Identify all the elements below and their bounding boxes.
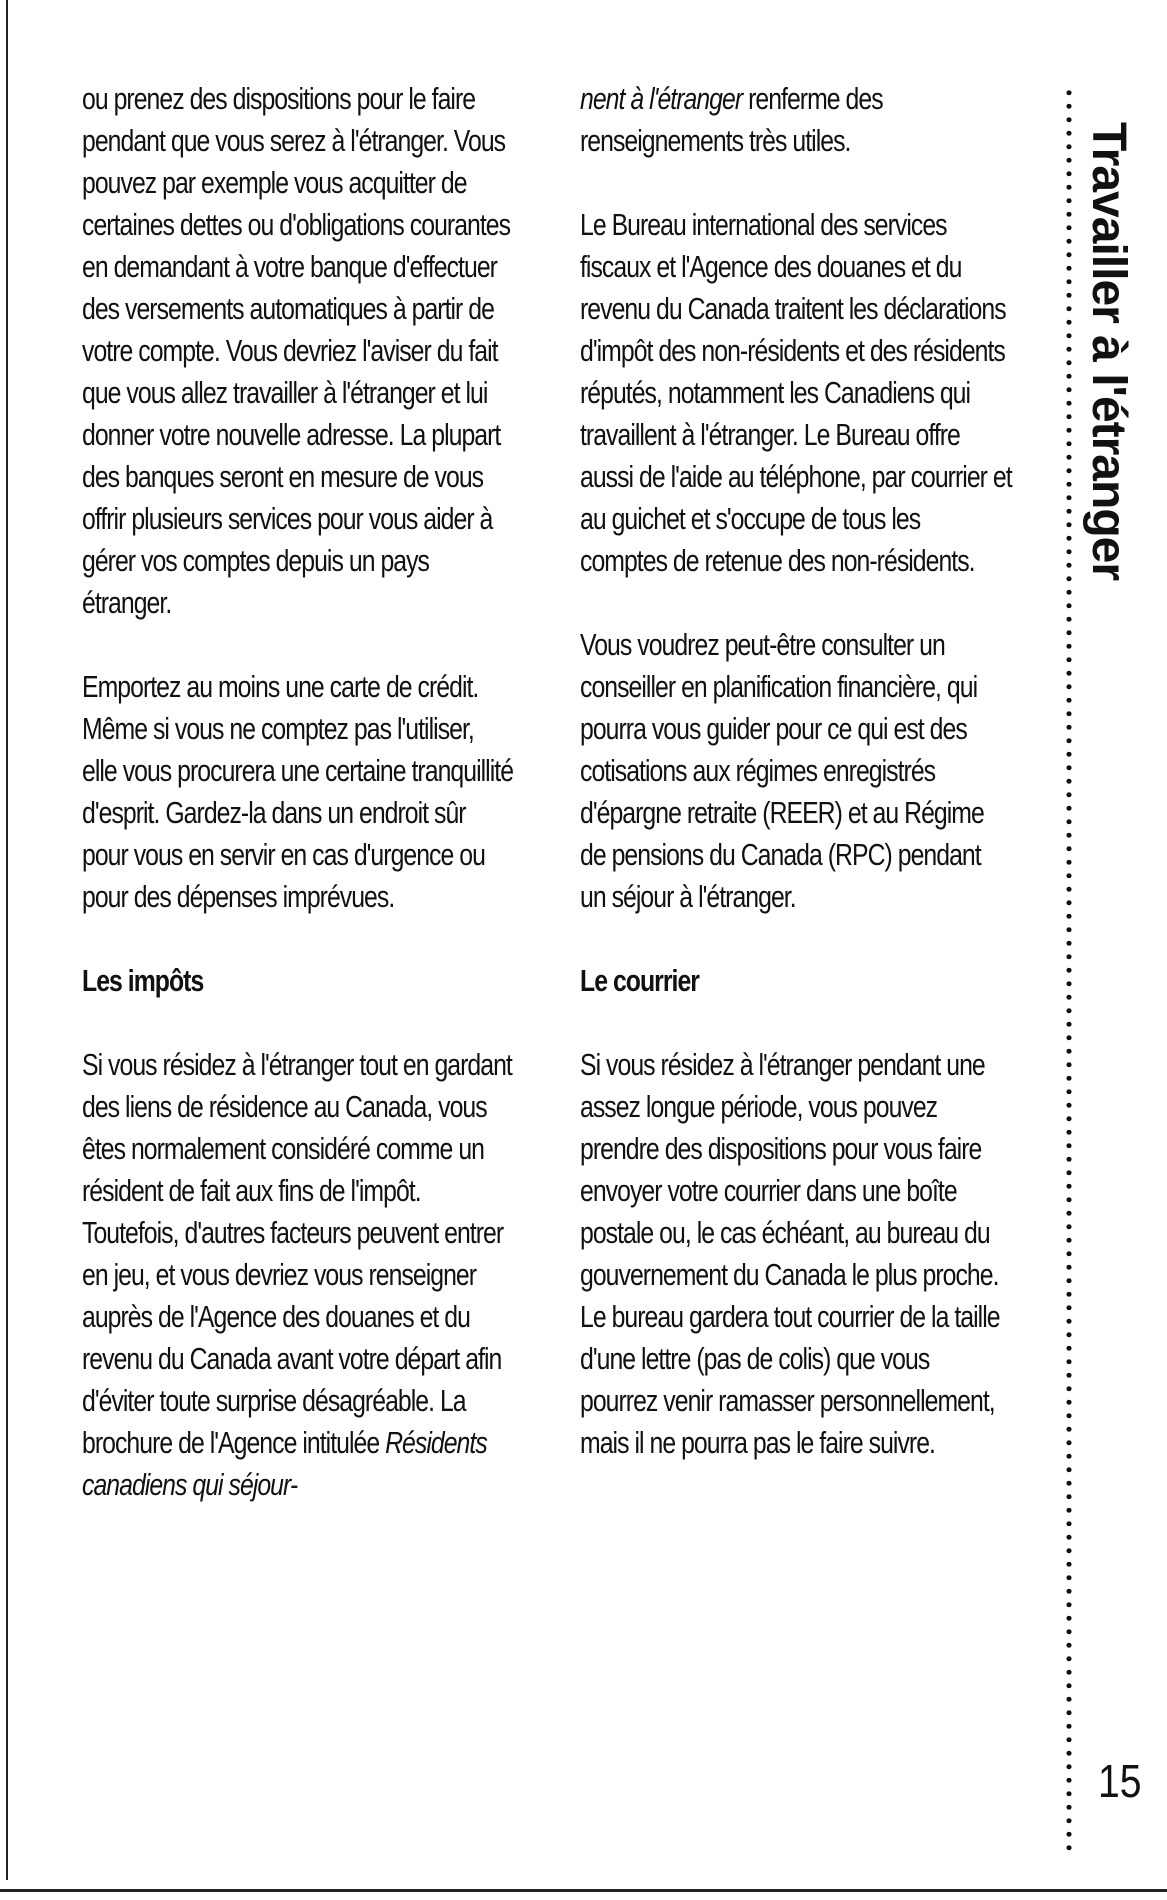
- right-column: [580, 78, 1012, 1464]
- paragraph-spacer: [580, 162, 1012, 204]
- heading-le-courrier: Le courrier: [580, 963, 699, 998]
- paragraph-taxes-text: Si vous résidez à l'étranger tout en gardant des liens de résidence au Canada, vous êtes normalement considéré comme un résident de fait aux fins de l'impôt. Toutefois, d'autres facteurs peuvent entrer en jeu, et vous devriez vous renseigner auprès de l'Agence des douanes et du revenu du Canada avant votre départ afin d'éviter toute surprise désagréable. La brochure de l'Agence intitulée: [82, 1047, 512, 1460]
- heading-les-impots: Les impôts: [82, 963, 204, 998]
- paragraph-brochure-continued: [580, 78, 1012, 162]
- page-left-border: [6, 0, 8, 1880]
- dotted-divider: [1064, 86, 1074, 1856]
- paragraph-spacer: [580, 1002, 1012, 1044]
- paragraph-credit-card: Emportez au moins une carte de crédit. Même si vous ne comptez pas l'utiliser, elle vous procurera une certaine tranquillité d'esprit. Gardez-la dans un endroit sûr pour vous en servir en cas d'urgence ou pour des dépenses imprévues.: [82, 669, 514, 914]
- paragraph-spacer: [580, 918, 1012, 960]
- paragraph-tax-office: Le Bureau international des services fiscaux et l'Agence des douanes et du revenu du Canada traitent les déclarations d'impôt des non-résidents et des résidents réputés, notamment les Canadiens qui travaillent à l'étranger. Le Bureau offre aussi de l'aide au téléphone, par courrier et au guichet et s'occupe de tous les comptes de retenue des non-résidents.: [580, 207, 1012, 578]
- paragraph-spacer: [580, 582, 1012, 624]
- paragraph-spacer: [82, 624, 514, 666]
- paragraph-taxes: [82, 1044, 514, 1506]
- left-column: [82, 78, 514, 1506]
- paragraph-spacer: [82, 1002, 514, 1044]
- paragraph-financial-advisor: Vous voudrez peut-être consulter un conseiller en planification financière, qui pourra vous guider pour ce qui est des cotisations aux régimes enregistrés d'épargne retraite (REER) et au Régime de pensions du Canada (RPC) pendant un séjour à l'étranger.: [580, 627, 984, 914]
- brochure-title-part2: nent à l'étranger: [580, 81, 743, 116]
- paragraph-brochure-rest: renferme des renseignements très utiles.: [580, 81, 883, 158]
- section-title-vertical: Travailler à l'étranger: [1082, 122, 1135, 581]
- paragraph-mail: Si vous résidez à l'étranger pendant une assez longue période, vous pouvez prendre des dispositions pour vous faire envoyer votre courrier dans une boîte postale ou, le cas échéant, au bureau du gouvernement du Canada le plus proche. Le bureau gardera tout courrier de la taille d'une lettre (pas de colis) que vous pourrez venir ramasser personnellement, mais il ne pourra pas le faire suivre.: [580, 1047, 1000, 1460]
- page-number: 15: [1098, 1755, 1142, 1807]
- paragraph-spacer: [82, 918, 514, 960]
- page-bottom-border: [0, 1889, 1167, 1892]
- brochure-title-part1: Résidents canadiens qui séjour-: [82, 1425, 487, 1502]
- paragraph-banking: ou prenez des dispositions pour le faire pendant que vous serez à l'étranger. Vous pouvez par exemple vous acquitter de certaines dettes ou d'obligations courantes en demandant à votre banque d'effectuer des versements automatiques à partir de votre compte. Vous devriez l'aviser du fait que vous allez travailler à l'étranger et lui donner votre nouvelle adresse. La plupart des banques seront en mesure de vous offrir plusieurs services pour vous aider à gérer vos comptes depuis un pays étranger.: [82, 81, 511, 620]
